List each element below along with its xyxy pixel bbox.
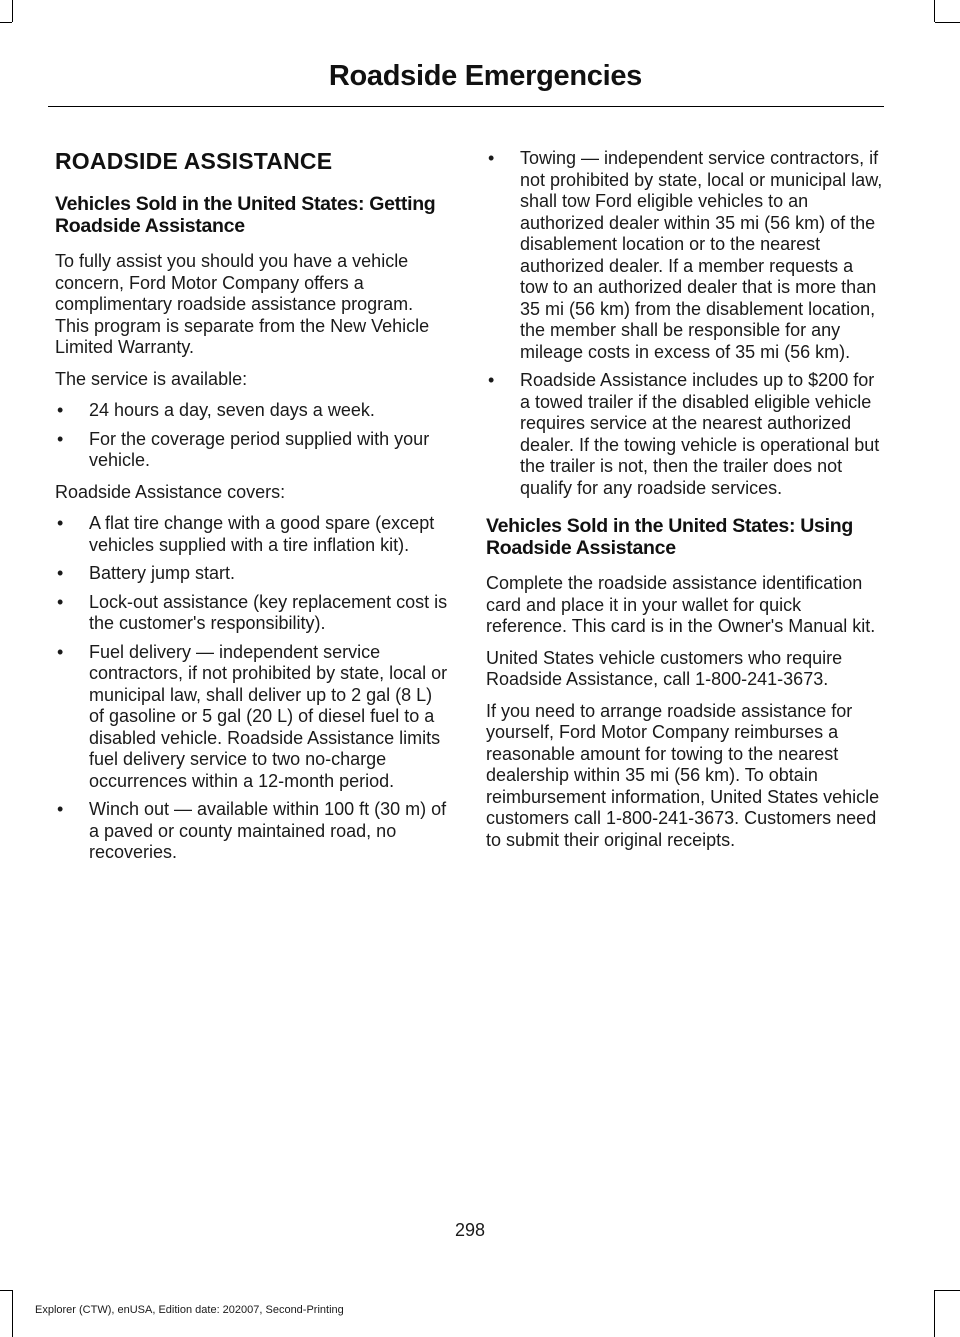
covers-list (55, 513, 450, 864)
list-item: • A flat tire change with a good spare (except vehicles supplied with a tire inflation kit). (57, 513, 435, 555)
service-label: The service is available: (55, 368, 248, 389)
edition-footer: Explorer (CTW), enUSA, Edition date: 202007, Second-Printing (35, 1304, 344, 1316)
page-title: Roadside Emergencies (328, 60, 642, 92)
paragraph: United States vehicle customers who require Roadside Assistance, call 1-800-241-3673. (486, 647, 843, 689)
paragraph: Complete the roadside assistance identification card and place it in your wallet for quick reference. This card is in the Owner's Manual kit. (486, 573, 876, 636)
crop-mark (934, 0, 935, 22)
right-column (486, 148, 886, 861)
list-item: • Fuel delivery — independent service contractors, if not prohibited by state, local or municipal law, shall deliver up to 2 gal (8 L) of gasoline or 5 gal (20 L) of diesel fuel to a disabled vehicle. Roadside Assistance limits fuel delivery service to two no-charge occurrences within a 12-month period. (57, 641, 448, 791)
list-item: • Lock-out assistance (key replacement cost is the customer's responsibility). (57, 591, 448, 633)
intro-paragraph: To fully assist you should you have a vehicle concern, Ford Motor Company offers a complimentary roadside assistance program. This program is separate from the New Vehicle Limited Warranty. (55, 251, 430, 357)
subsection-heading: Vehicles Sold in the United States: Using Roadside Assistance (486, 515, 853, 559)
paragraph: If you need to arrange roadside assistance for yourself, Ford Motor Company reimburses a reasonable amount for towing to the nearest dealership within 35 mi (56 km). To obtain reimbursement information, United States vehicle customers call 1-800-241-3673. Customers need to submit their original receipts. (486, 700, 880, 850)
left-column (55, 148, 450, 874)
crop-mark (0, 22, 12, 23)
list-item: • For the coverage period supplied with your vehicle. (57, 428, 430, 470)
crop-mark (12, 0, 13, 22)
crop-mark (12, 1290, 13, 1337)
crop-mark (935, 1290, 960, 1291)
covers-list-continued (486, 148, 886, 499)
covers-label: Roadside Assistance covers: (55, 481, 286, 502)
crop-mark (934, 1290, 935, 1337)
header-divider (48, 106, 884, 107)
list-item: • 24 hours a day, seven days a week. (57, 400, 375, 420)
section-heading: ROADSIDE ASSISTANCE (55, 148, 333, 174)
list-item: • Towing — independent service contractors, if not prohibited by state, local or municipal law, shall tow Ford eligible vehicles to an authorized dealer within 35 mi (56 km) of the disablement location or to the nearest authorized dealer. If a member requests a tow to an authorized dealer that is more than 35 mi (56 km) from the disablement location, the member shall be responsible for any mileage costs in excess of 35 mi (56 km). (488, 148, 883, 362)
subsection-heading: Vehicles Sold in the United States: Getting Roadside Assistance (55, 193, 436, 237)
crop-mark (935, 22, 960, 23)
list-item: • Winch out — available within 100 ft (30 m) of a paved or county maintained road, no recoveries. (57, 799, 447, 862)
list-item: • Roadside Assistance includes up to $200 for a towed trailer if the disabled eligible vehicle requires service at the nearest authorized dealer. If the towing vehicle is operational but the trailer is not, then the trailer does not qualify for any roadside services. (488, 370, 880, 498)
page-number: 298 (454, 1220, 486, 1240)
crop-mark (0, 1290, 12, 1291)
service-list (55, 400, 450, 472)
list-item: • Battery jump start. (57, 563, 236, 583)
